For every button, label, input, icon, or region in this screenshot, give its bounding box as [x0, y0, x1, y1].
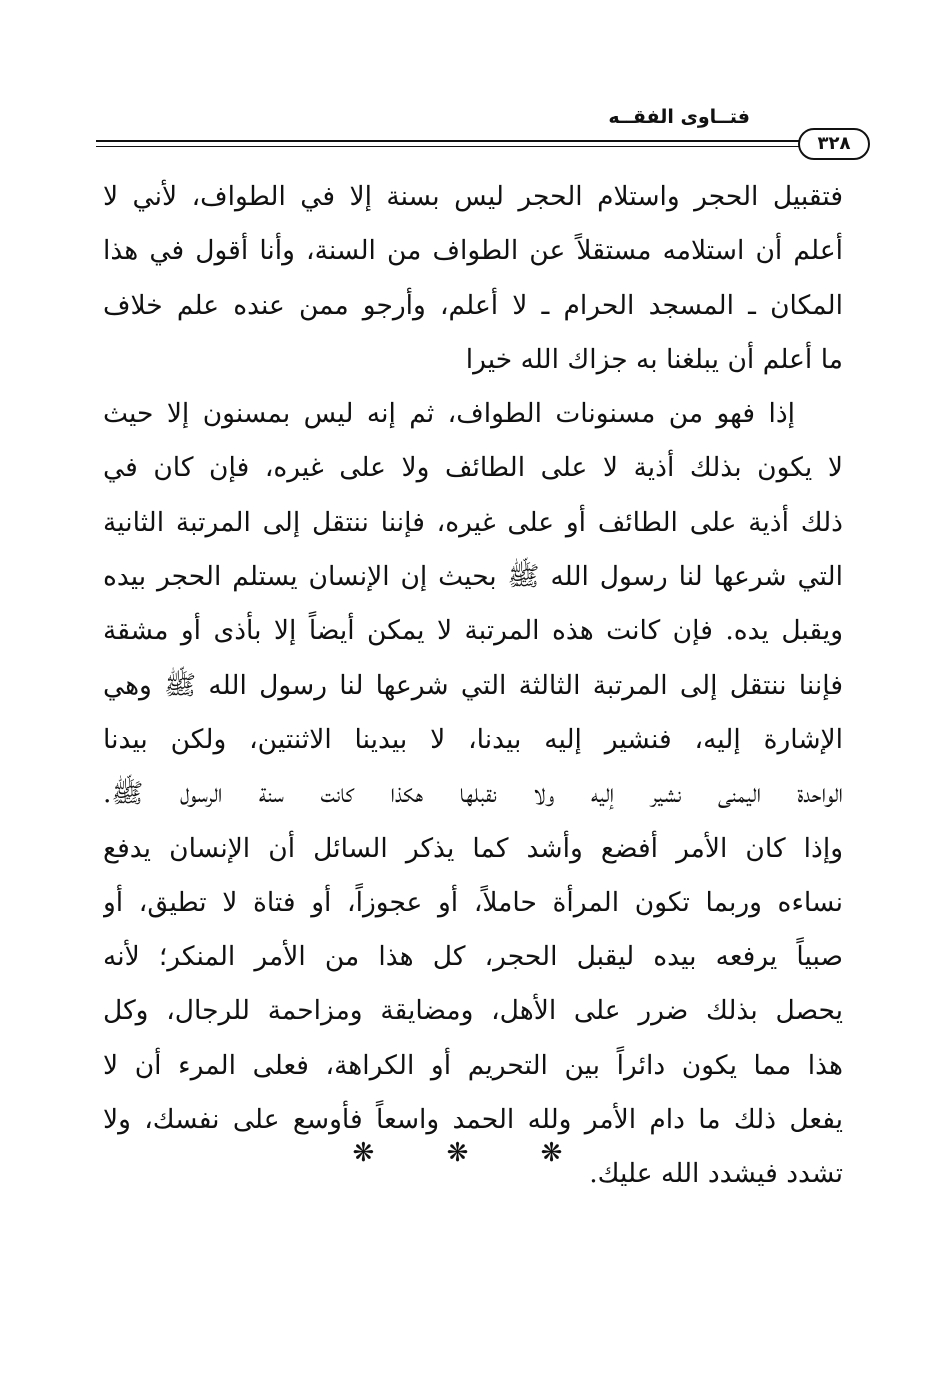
text-line: ما أعلم أن يبلغنا به جزاك الله خيرا — [465, 343, 843, 375]
page-number-badge: ٣٢٨ — [798, 128, 870, 160]
page-header — [96, 98, 870, 158]
text-line: المكان ـ المسجد الحرام ـ لا أعلم، وأرجو ممن عنده علم خلاف — [103, 289, 843, 321]
text-line: تشدد فيشدد الله عليك. — [589, 1158, 843, 1190]
section-separator: ❋ ❋ ❋ — [352, 1138, 595, 1168]
text-line: التي شرعها لنا رسول الله ﷺ بحيث إن الإنسان يستلم الحجر بيده — [103, 561, 843, 593]
paragraph — [103, 170, 843, 387]
text-line: إذا فهو من مسنونات الطواف، ثم إنه ليس بمسنون إلا حيث — [103, 398, 795, 430]
text-line: هذا مما يكون دائراً بين التحريم أو الكراهة، فعلى المرء أن لا — [103, 1049, 843, 1081]
header-rule — [96, 140, 804, 142]
main-text — [103, 170, 843, 1202]
text-line: صبياً يرفعه بيده ليقبل الحجر، كل هذا من الأمر المنكر؛ لأنه — [103, 941, 843, 973]
paragraph — [103, 387, 843, 1201]
text-line: ذلك أذية على الطائف أو على غيره، فإننا ننتقل إلى المرتبة الثانية — [103, 506, 843, 538]
text-line: يفعل ذلك ما دام الأمر ولله الحمد واسعاً فأوسع على نفسك، ولا — [103, 1104, 843, 1136]
text-line: يحصل بذلك ضرر على الأهل، ومضايقة ومزاحمة للرجال، وكل — [103, 995, 843, 1027]
text-line: ويقبل يده. فإن كانت هذه المرتبة لا يمكن أيضاً إلا بأذى أو مشقة — [103, 615, 843, 647]
text-line: أعلم أن استلامه مستقلاً عن الطواف من السنة، وأنا أقول في هذا — [103, 235, 843, 267]
text-line: وإذا كان الأمر أفضع وأشد كما يذكر السائل أن الإنسان يدفع — [103, 832, 843, 864]
text-line: فإننا ننتقل إلى المرتبة الثالثة التي شرعها لنا رسول الله ﷺ وهي — [103, 669, 843, 701]
text-line: نساءه وربما تكون المرأة حاملاً، أو عجوزاً، أو فتاة لا تطيق، أو — [103, 886, 843, 918]
text-line: فتقبيل الحجر واستلام الحجر ليس بسنة إلا في الطواف، لأني لا — [103, 181, 843, 212]
running-title: فتــاوى الفقــه — [608, 106, 750, 128]
text-line: لا يكون بذلك أذية لا على الطائف ولا على غيره، فإن كان في — [103, 452, 843, 484]
text-line: الواحدة اليمنى نشير إليه ولا نقبلها هكذا كانت سنة الرسول ﷺ. — [103, 778, 843, 810]
text-line: الإشارة إليه، فنشير إليه بيدنا، لا بيدينا الاثنتين، ولكن بيدنا — [103, 723, 843, 755]
header-rule-thin — [96, 146, 804, 147]
